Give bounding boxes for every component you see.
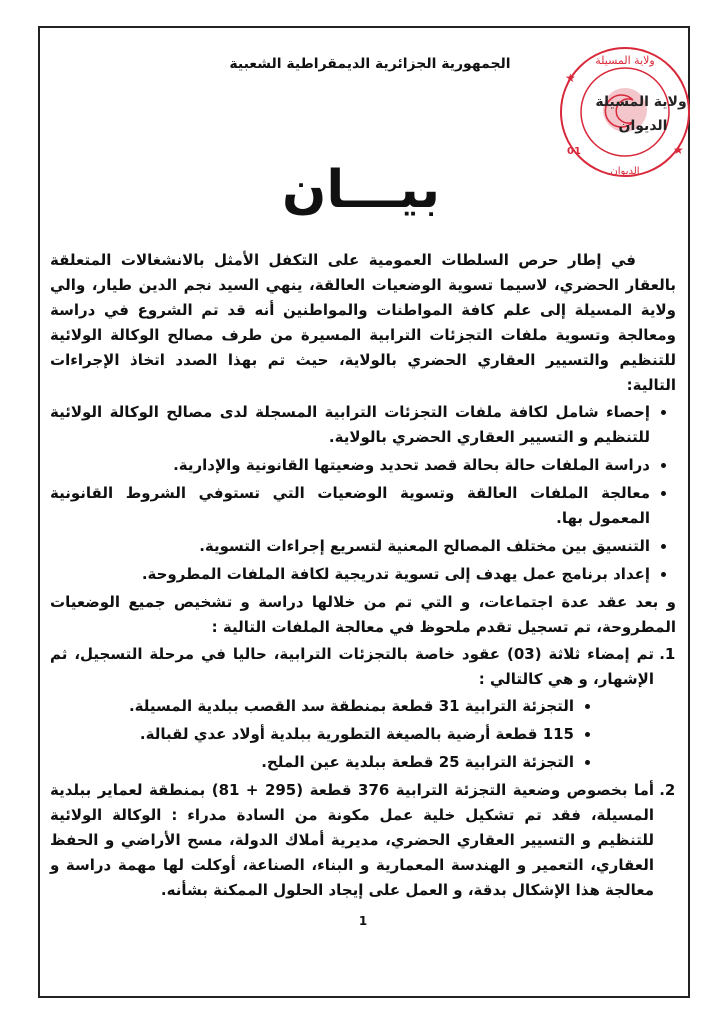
measure-item: • إعداد برنامج عمل يهدف إلى تسوية تدريجية لكافة الملفات المطروحة. <box>50 562 650 587</box>
document-body <box>50 248 676 929</box>
progress-item-text: أما بخصوص وضعية التجزئة الترابية 376 قطعة (295 + 81) بمنطقة لعماير ببلدية المسيلة، فقد تم تشكيل خلية عمل مكونة من السادة مدراء : الوكالة الولائية للتنظيم و التسيير العقاري الحضري، مديرية أملاك الدولة، مسح الأراضي و الحفظ العقاري، التعمير و الهندسة المعمارية و البناء، الصناعة، أوكلت لها مهمة دراسة و معالجة هذا الإشكال بدقة، و العمل على إيجاد الحلول الممكنة بشأنه. <box>50 781 654 899</box>
subdivision-item: • التجزئة الترابية 31 قطعة بمنطقة سد القصب ببلدية المسيلة. <box>50 694 574 719</box>
stamp-outer-text: ولاية المسيلة <box>595 54 655 67</box>
progress-item <box>50 642 654 775</box>
progress-item <box>50 778 654 903</box>
measures-list <box>50 400 676 587</box>
star-icon: ★ <box>673 143 684 157</box>
measure-item: • التنسيق بين مختلف المصالح المعنية لتسريع إجراءات التسوية. <box>50 534 650 559</box>
subdivision-list <box>50 694 654 775</box>
measure-item: • دراسة الملفات حالة بحالة قصد تحديد وضعيتها القانونية والإدارية. <box>50 453 650 478</box>
subdivision-item: • التجزئة الترابية 25 قطعة ببلدية عين الملح. <box>50 750 574 775</box>
subdivision-item: • 115 قطعة أرضية بالصيغة التطورية ببلدية أولاد عدي لقبالة. <box>50 722 574 747</box>
progress-item-text: تم إمضاء ثلاثة (03) عقود خاصة بالتجزئات الترابية، حاليا في مرحلة التسجيل، ثم الإشهار، و هي كالتالي : <box>50 645 654 688</box>
stamp-overlay-line1: ولاية المسيلة <box>595 94 687 110</box>
progress-paragraph: و بعد عقد عدة اجتماعات، و التي تم من خلالها دراسة و تشخيص جميع الوضعيات المطروحة، تم تسجيل تقدم ملحوظ في معالجة الملفات التالية : <box>50 593 676 636</box>
page-number: 1 <box>358 914 368 928</box>
measure-item: • إحصاء شامل لكافة ملفات التجزئات الترابية المسجلة لدى مصالح الوكالة الولائية للتنظيم و التسيير العقاري الحضري بالولاية. <box>50 400 650 450</box>
stamp-overlay-line2: الديوان <box>618 118 668 134</box>
document-title: بيـــان <box>282 160 440 220</box>
republic-header: الجمهورية الجزائرية الديمقراطية الشعبية <box>229 56 511 72</box>
progress-list <box>50 642 676 903</box>
stamp-number: 01 <box>567 146 581 157</box>
intro-paragraph: في إطار حرص السلطات العمومية على التكفل الأمثل بالانشغالات المتعلقة بالعقار الحضري، لاسيما تسوية الوضعيات العالقة، ينهي السيد نجم الدين طيار، والي ولاية المسيلة إلى علم كافة المواطنات والمواطنين أنه قد تم الشروع في دراسة ومعالجة وتسوية ملفات التجزئات الترابية المسيرة من طرف مصالح الوكالة الولائية للتنظيم والتسيير العقاري الحضري بالولاية، حيث تم بهذا الصدد اتخاذ الإجراءات التالية: <box>50 251 676 394</box>
measure-item: • معالجة الملفات العالقة وتسوية الوضعيات التي تستوفي الشروط القانونية المعمول بها. <box>50 481 650 531</box>
star-icon: ★ <box>565 71 576 85</box>
stamp-bottom-text: الديوان <box>610 166 640 177</box>
